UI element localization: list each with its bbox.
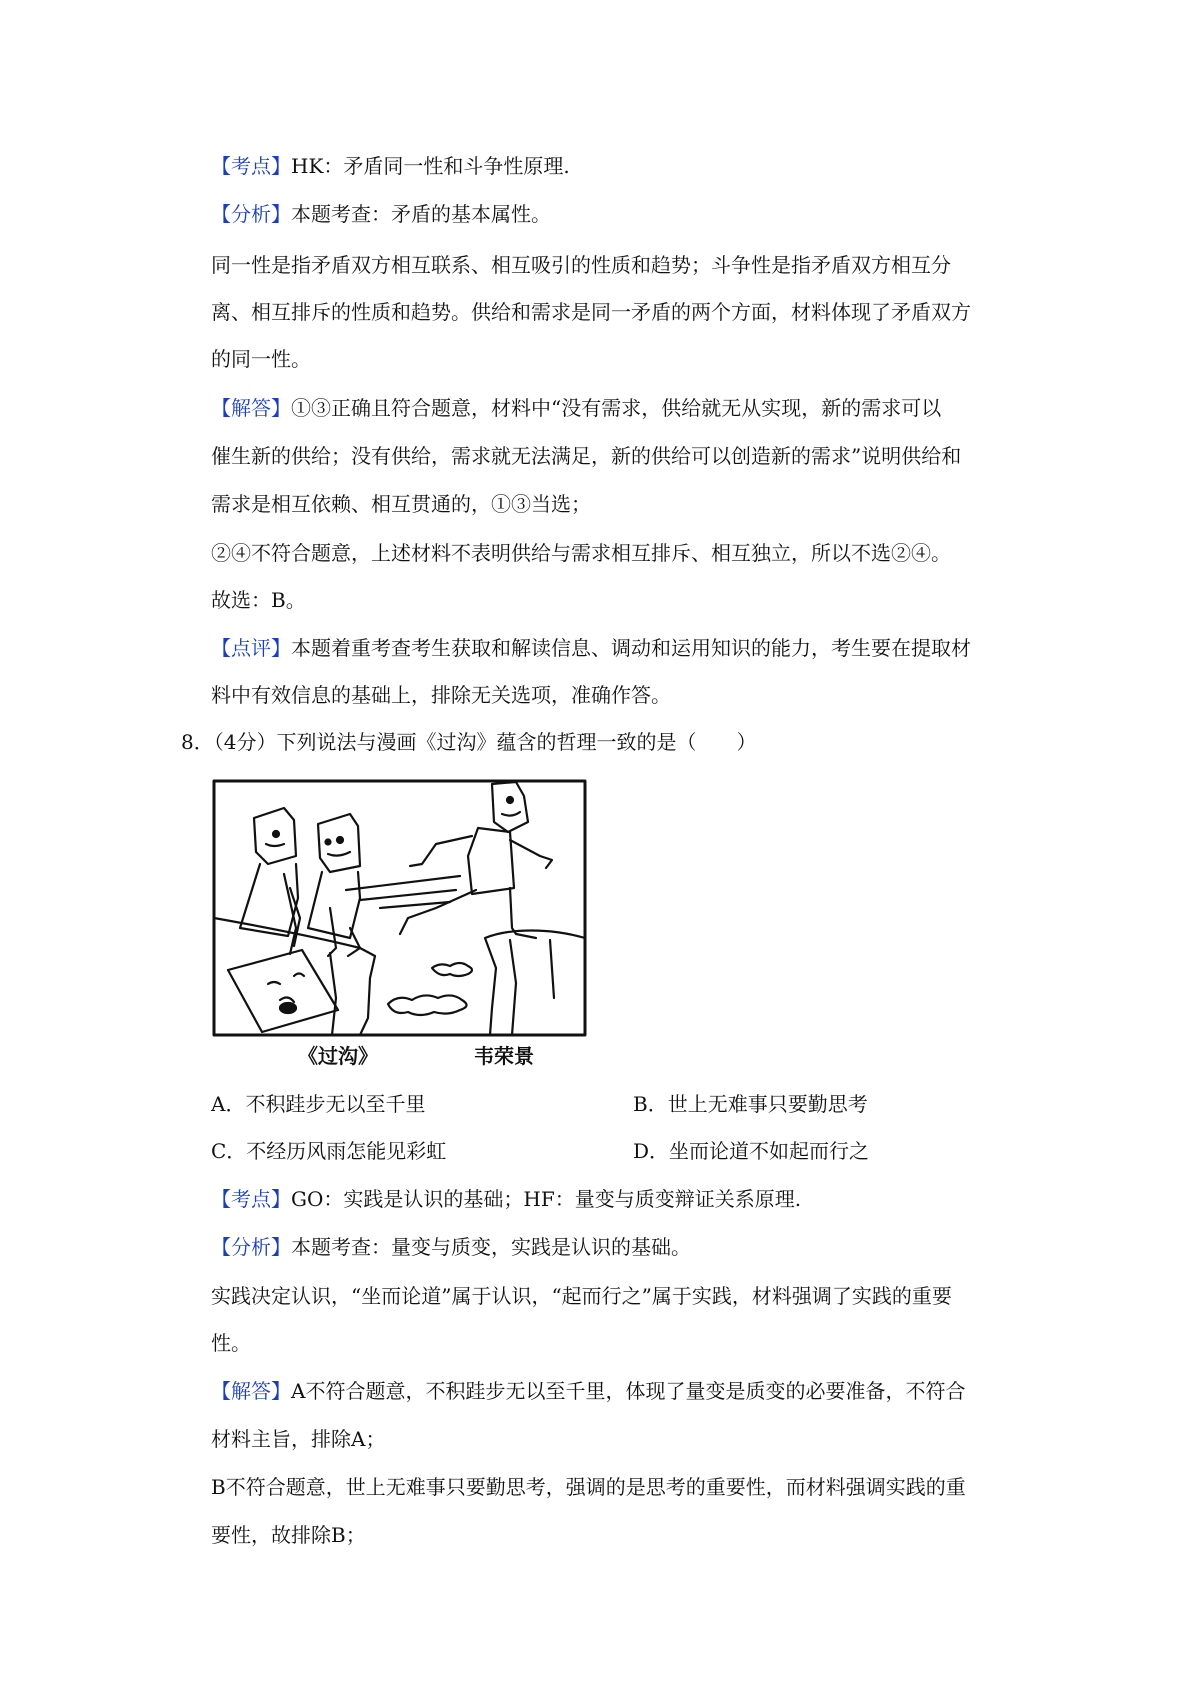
q8-jieda-body-2: B不符合题意，世上无难事只要勤思考，强调的是思考的重要性，而材料强调实践的重	[211, 1475, 966, 1499]
kaodian-text: GO：实践是认识的基础；HF：量变与质变辩证关系原理.	[291, 1187, 802, 1211]
dianping-text: 本题着重考查考生获取和解读信息、调动和运用知识的能力，考生要在提取材	[291, 636, 971, 660]
q7-jieda-body-2: 需求是相互依赖、相互贯通的，①③当选；	[211, 492, 591, 516]
fenxi-text: 本题考查：矛盾的基本属性。	[291, 202, 551, 226]
fenxi-tag: 【分析】	[211, 202, 291, 226]
q8-fenxi-line	[211, 1233, 1031, 1261]
kaodian-tag: 【考点】	[211, 1187, 291, 1211]
dianping-tag: 【点评】	[211, 636, 291, 660]
q7-jieda-body-4: 故选：B。	[211, 588, 306, 612]
q8-jieda-line	[211, 1377, 1031, 1405]
jieda-text: A不符合题意，不积跬步无以至千里，体现了量变是质变的必要准备，不符合	[291, 1379, 966, 1403]
cartoon-image	[210, 778, 590, 1070]
q8-stem: 8．（4分）下列说法与漫画《过沟》蕴含的哲理一致的是（ ）	[181, 730, 757, 754]
cartoon-caption-author: 韦荣景	[474, 1044, 534, 1068]
q8-fenxi-body-2: 性。	[211, 1331, 251, 1355]
q7-jieda-line	[211, 394, 1031, 422]
q7-dianping-line	[211, 634, 1031, 662]
jieda-tag: 【解答】	[211, 396, 291, 420]
fenxi-tag: 【分析】	[211, 1235, 291, 1259]
q7-dianping-body-1: 料中有效信息的基础上，排除无关选项，准确作答。	[211, 683, 671, 707]
q8-fenxi-body-1: 实践决定认识，“坐而论道”属于认识，“起而行之”属于实践，材料强调了实践的重要	[211, 1284, 952, 1308]
option-b: B．世上无难事只要勤思考	[633, 1092, 868, 1116]
q7-fenxi-body-2: 离、相互排斥的性质和趋势。供给和需求是同一矛盾的两个方面，材料体现了矛盾双方	[211, 300, 971, 324]
fenxi-text: 本题考查：量变与质变，实践是认识的基础。	[291, 1235, 691, 1259]
option-a: A．不积跬步无以至千里	[211, 1092, 426, 1116]
q7-fenxi-line	[211, 200, 1031, 228]
jieda-text: ①③正确且符合题意，材料中“没有需求，供给就无从实现，新的需求可以	[291, 396, 942, 420]
q8-jieda-body-1: 材料主旨，排除A；	[211, 1427, 386, 1451]
q7-jieda-body-1: 催生新的供给；没有供给，需求就无法满足，新的供给可以创造新的需求”说明供给和	[211, 444, 962, 468]
q8-jieda-body-3: 要性，故排除B；	[211, 1523, 366, 1547]
jieda-tag: 【解答】	[211, 1379, 291, 1403]
option-d: D．坐而论道不如起而行之	[633, 1139, 870, 1163]
q7-fenxi-body-3: 的同一性。	[211, 347, 311, 371]
option-c: C．不经历风雨怎能见彩虹	[211, 1139, 447, 1163]
q7-kaodian-line	[211, 152, 1031, 180]
q7-jieda-body-3: ②④不符合题意，上述材料不表明供给与需求相互排斥、相互独立，所以不选②④。	[211, 541, 951, 565]
q7-fenxi-body-1: 同一性是指矛盾双方相互联系、相互吸引的性质和趋势；斗争性是指矛盾双方相互分	[211, 253, 951, 277]
cartoon-caption-title: 《过沟》	[298, 1044, 378, 1068]
kaodian-tag: 【考点】	[211, 154, 291, 178]
kaodian-text: HK：矛盾同一性和斗争性原理.	[291, 154, 570, 178]
q8-kaodian-line	[211, 1185, 1031, 1213]
